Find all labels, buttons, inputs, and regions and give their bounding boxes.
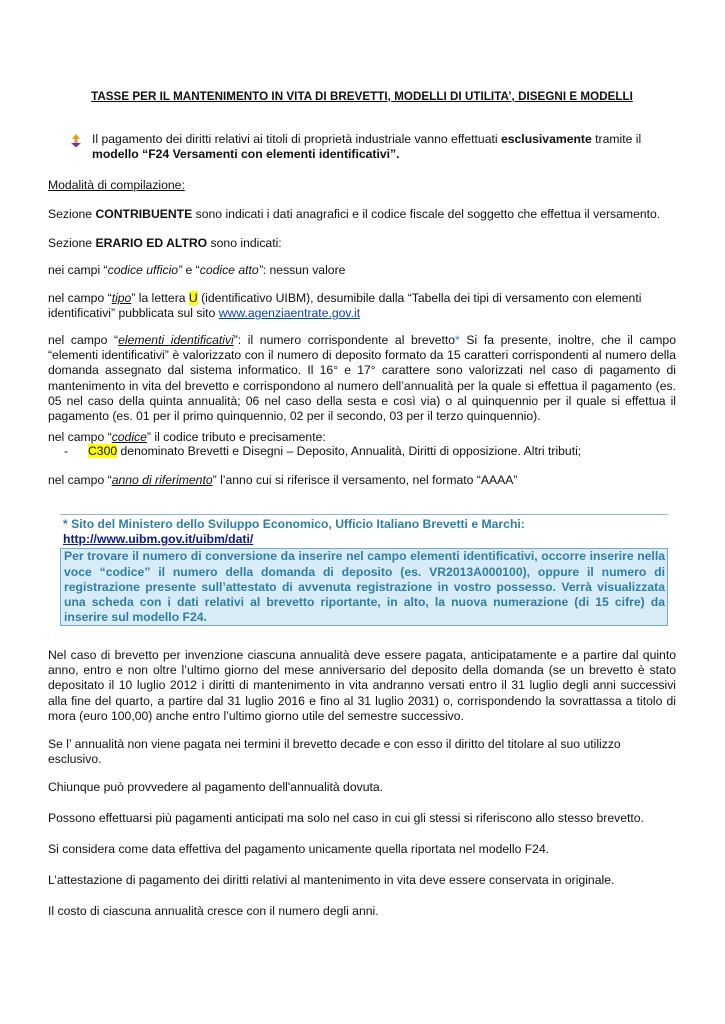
anno-paragraph: nel campo “anno di riferimento” l’anno cui si riferisce il versamento, nel formato “AAAA”	[48, 473, 518, 487]
codice-paragraph: nel campo “codice” il codice tributo e precisamente:	[48, 430, 326, 444]
uibm-link[interactable]: http://www.uibm.gov.it/uibm/dati/	[63, 532, 254, 547]
note-body: Per trovare il numero di conversione da inserire nel campo elementi identificativi, occorre inserire nella voce “codice” il numero della domanda di deposito (es. VR2013A000100), oppure il numero di registrazione presente sull’attestato di avvenuta registrazione in vostro possesso. Verrà visualizzata una scheda con i dati relativi al brevetto riportante, in alto, la nuova numerazione (di 15 cifre) da inserire sul modello F24.	[60, 548, 668, 626]
paragraph-chiunque: Chiunque può provvedere al pagamento dell'annualità dovuta.	[48, 780, 384, 794]
f24-bullet: Il pagamento dei diritti relativi ai titoli di proprietà industriale vanno effettuati esclusivamente tramite il modello “F24 Versamenti con elementi identificativi”.	[92, 132, 642, 162]
elementi-paragraph: nel campo “elementi identificativi”: il numero corrispondente al brevetto* Si fa presente, inoltre, che il campo “elementi identificativi” è valorizzato con il numero di deposito formato da 15 caratteri corrispondenti al numero della domanda assegnato dal sistema informatico. Il 16° e 17° carattere sono valorizzati nel caso di pagamento di mantenimento in vita del brevetto e corrispondono al numero dell’annualità per la quale si effettua il pagamento (es. 05 nel caso della quinta annualità; 06 nel caso della sesta e così via) o al quinquennio per il quale si effettua il pagamento (es. 01 per il primo quinquennio, 02 per il secondo, 03 per il terzo quinquennio).	[48, 333, 676, 424]
paragraph-annualita: Nel caso di brevetto per invenzione ciascuna annualità deve essere pagata, anticipatamente e a partire dal quinto anno, entro e non oltre l’ultimo giorno del mese anniversario del deposito della domanda (se un brevetto è stato depositato il 10 luglio 2012 i diritti di mantenimento in vita andranno versati entro il 31 luglio degli anni successivi alla fine del quarto, a partire dal 31 luglio 2016 e fino al 31 luglio 2031) o, corrispondendo la sovrattassa a titolo di mora (euro 100,00) anche entro l’ultimo giorno utile del semestre successivo.	[48, 648, 676, 723]
contribuente-paragraph: Sezione CONTRIBUENTE sono indicati i dati anagrafici e il codice fiscale del soggetto che effettua il versamento.	[48, 207, 661, 221]
arrow-bullet-icon	[70, 134, 82, 148]
note-heading: * Sito del Ministero dello Sviluppo Economico, Ufficio Italiano Brevetti e Marchi: http://www.uibm.gov.it/uibm/dati/	[63, 517, 525, 547]
erario-paragraph: Sezione ERARIO ED ALTRO sono indicati:	[48, 236, 282, 250]
highlight-u: U	[188, 291, 198, 305]
paragraph-decadenza: Se l’ annualità non viene pagata nei termini il brevetto decade e con esso il diritto del titolare al suo utilizzo esclusivo.	[48, 737, 621, 767]
footnote-star: *	[455, 333, 460, 347]
paragraph-data-effettiva: Si considera come data effettiva del pagamento unicamente quella riportata nel modello F24.	[48, 842, 550, 856]
list-dash: -	[64, 444, 69, 458]
paragraph-anticipati: Possono effettuarsi più pagamenti anticipati ma solo nel caso in cui gli stessi si riferiscono allo stesso brevetto.	[48, 811, 644, 825]
modalita-heading: Modalità di compilazione:	[48, 178, 185, 192]
paragraph-attestazione: L’attestazione di pagamento dei diritti relativi al mantenimento in vita deve essere conservata in originale.	[48, 873, 615, 887]
tipo-paragraph: nel campo “tipo” la lettera U (identificativo UIBM), desumibile dalla “Tabella dei tipi di versamento con elementi identificativi” pubblicata sul sito www.agenziaentrate.gov.it	[48, 291, 642, 321]
page-title: TASSE PER IL MANTENIMENTO IN VITA DI BREVETTI, MODELLI DI UTILITA’, DISEGNI E MODELLI	[91, 90, 633, 103]
paragraph-costo: Il costo di ciascuna annualità cresce con il numero degli anni.	[48, 904, 379, 918]
codici-paragraph: nei campi “codice ufficio” e “codice atto”: nessun valore	[48, 263, 346, 277]
highlight-c300: C300	[88, 444, 118, 458]
c300-item: C300 denominato Brevetti e Disegni – Deposito, Annualità, Diritti di opposizione. Altri tributi;	[88, 444, 582, 458]
agenzia-entrate-link[interactable]: www.agenziaentrate.gov.it	[218, 306, 361, 321]
uibm-note-box	[60, 514, 668, 626]
